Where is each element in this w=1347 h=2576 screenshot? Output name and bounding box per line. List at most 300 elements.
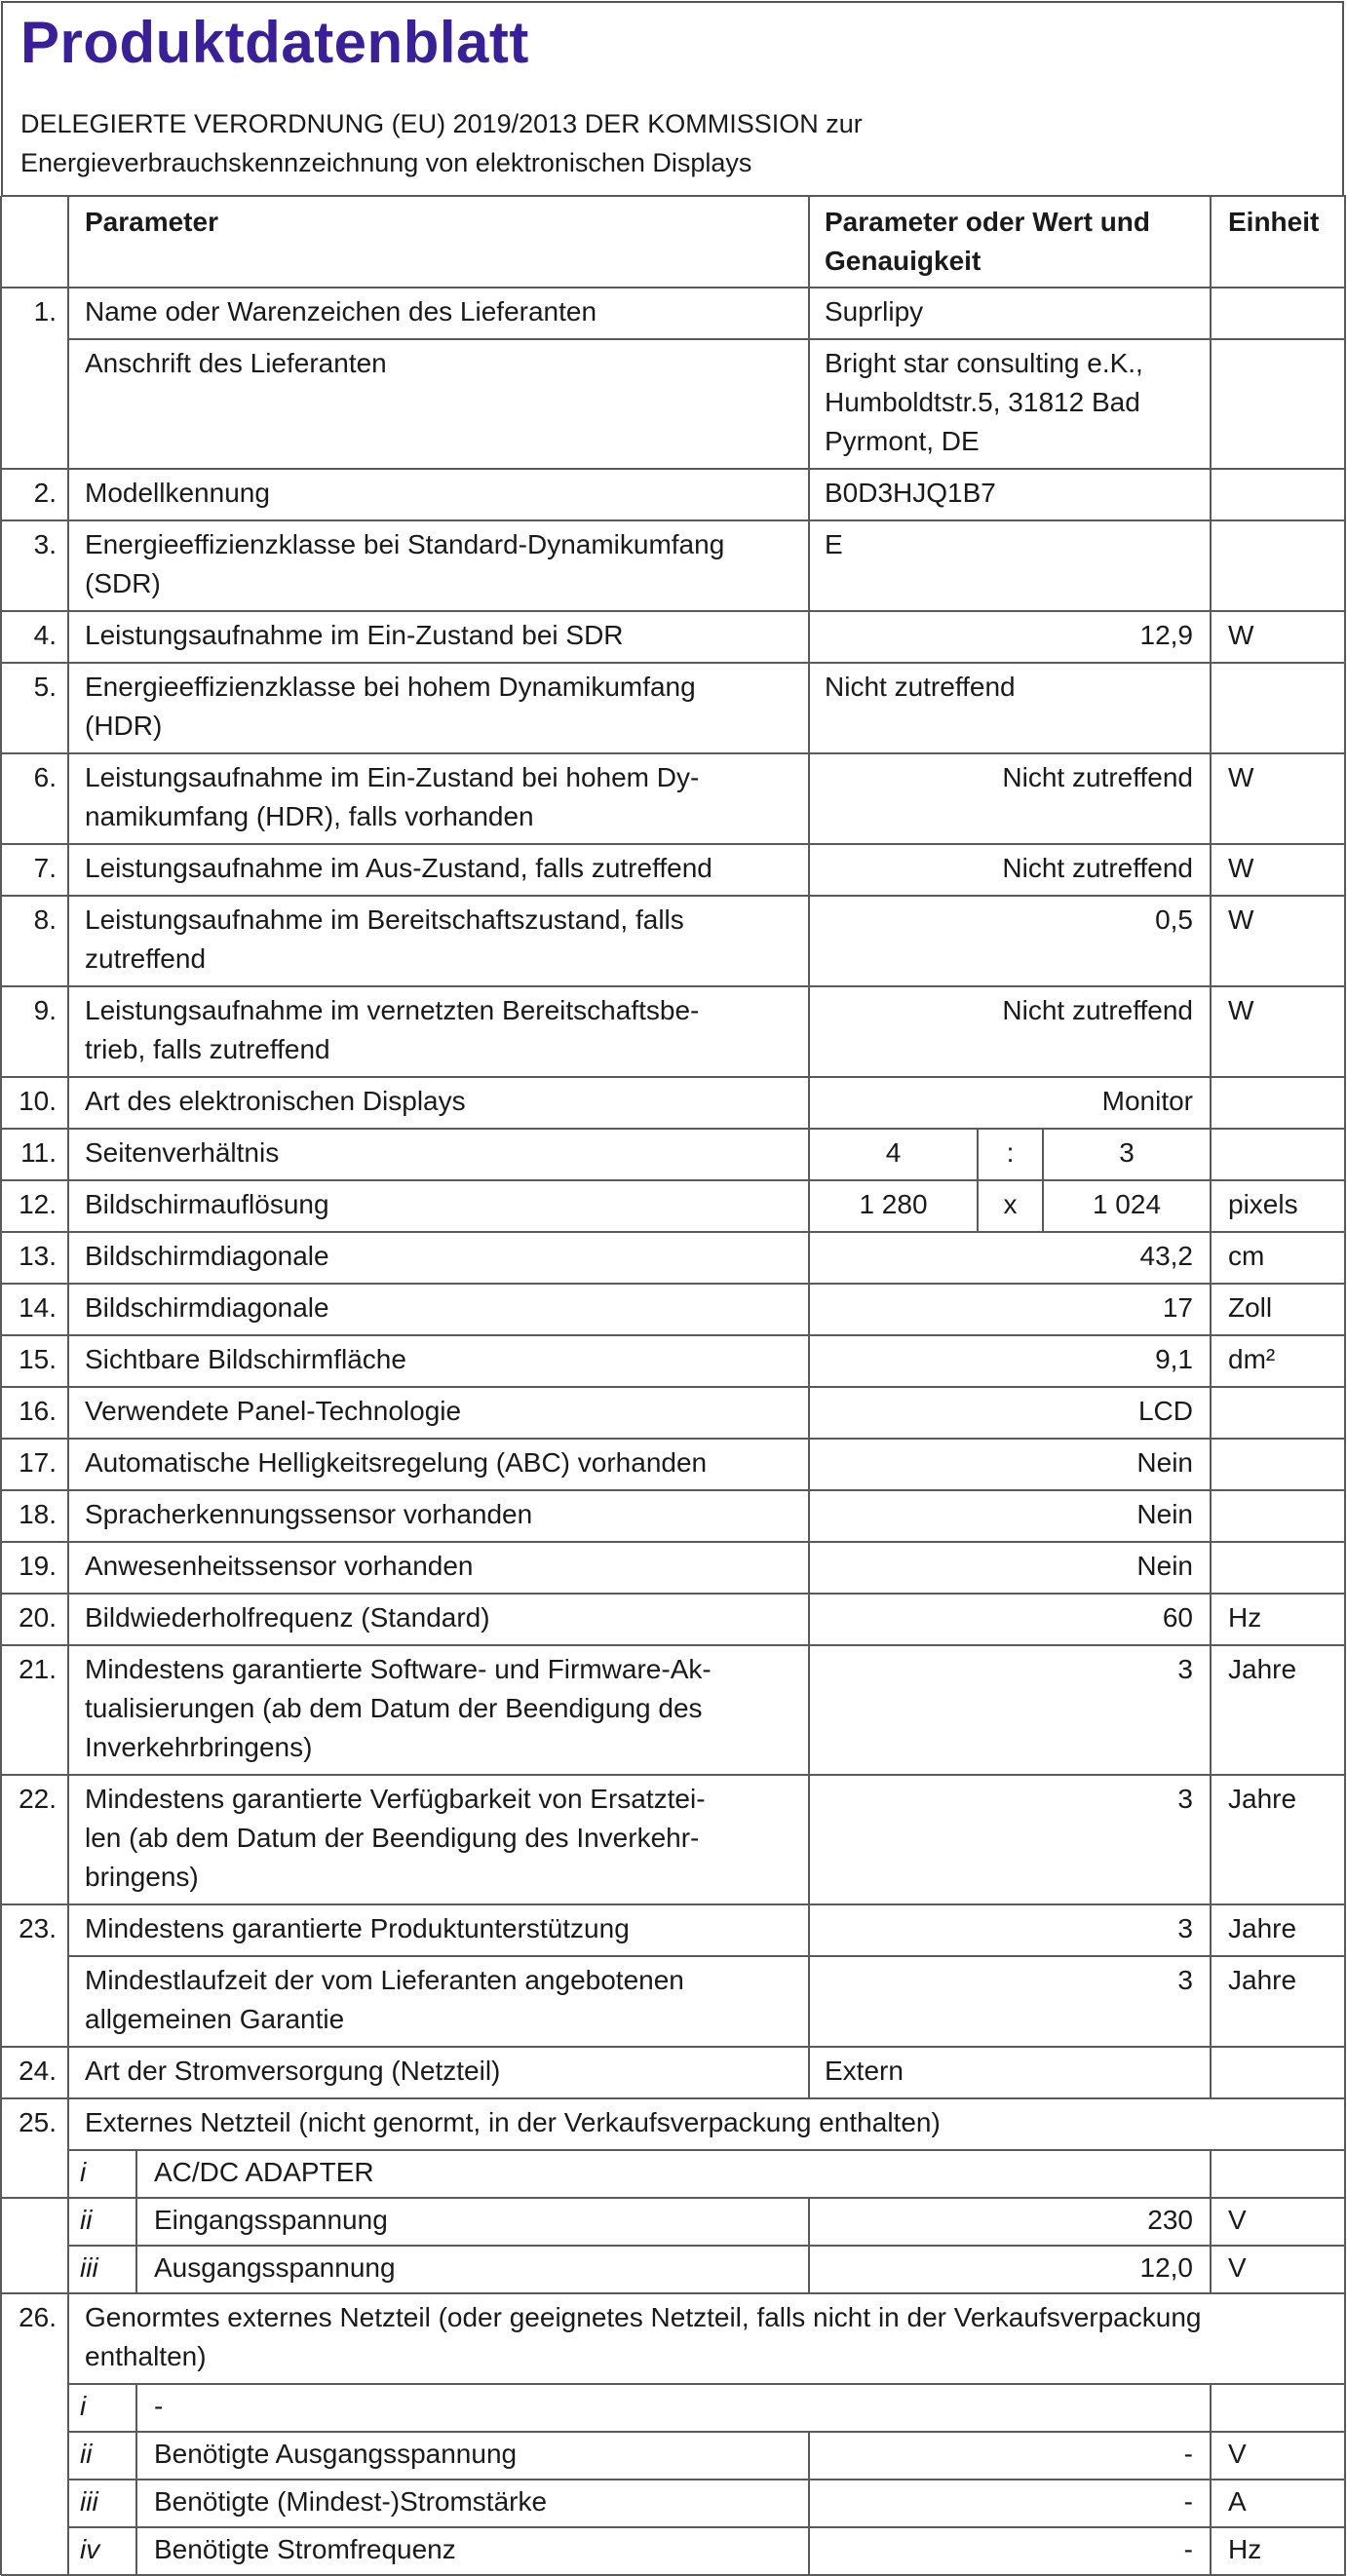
table-rule bbox=[1, 1179, 1346, 1181]
parameter-label: Automatische Helligkeitsregelung (ABC) vorhanden bbox=[85, 1447, 708, 1478]
table-rule bbox=[67, 1904, 69, 1956]
table-rule bbox=[67, 986, 69, 1077]
table-rule bbox=[1210, 2480, 1212, 2527]
table-rule bbox=[67, 2047, 69, 2098]
parameter-label: Leistungsaufnahme im Ein-Zustand bei hohem Dy- bbox=[85, 762, 700, 792]
table-rule bbox=[68, 1955, 1346, 1957]
table-rule bbox=[1344, 1180, 1346, 1232]
section-title: enthalten) bbox=[85, 2341, 207, 2371]
table-rule bbox=[808, 1387, 810, 1439]
row-number: 8. bbox=[33, 904, 57, 935]
table-rule bbox=[1, 662, 1346, 664]
parameter-label: tualisierungen (ab dem Datum der Beendigung des bbox=[85, 1693, 703, 1723]
table-rule bbox=[1, 1541, 1346, 1543]
table-rule bbox=[808, 844, 810, 896]
table-rule bbox=[1344, 1542, 1346, 1594]
parameter-value: 9,1 bbox=[1155, 1344, 1193, 1374]
table-rule bbox=[0, 986, 2, 1077]
table-rule bbox=[808, 1904, 810, 1956]
table-rule bbox=[1210, 753, 1212, 844]
table-rule bbox=[1210, 896, 1212, 986]
table-rule bbox=[808, 1077, 810, 1129]
row-number: 13. bbox=[19, 1241, 57, 1271]
col-header-value: Parameter oder Wert und bbox=[825, 207, 1151, 237]
unit-label: W bbox=[1228, 904, 1254, 935]
table-rule bbox=[1344, 2293, 1346, 2384]
table-rule bbox=[1344, 1077, 1346, 1129]
table-rule bbox=[1210, 663, 1212, 753]
parameter-label: Modellkennung bbox=[85, 478, 270, 508]
col-header-parameter: Parameter bbox=[85, 207, 218, 237]
table-rule bbox=[1, 1593, 1346, 1595]
table-rule bbox=[1, 1438, 1346, 1440]
row-number: 1. bbox=[33, 296, 57, 327]
table-rule bbox=[0, 339, 2, 469]
row-number: 25. bbox=[19, 2107, 57, 2137]
table-rule bbox=[1344, 2150, 1346, 2198]
row-number: 14. bbox=[19, 1292, 57, 1323]
table-rule bbox=[1, 468, 1346, 470]
parameter-label: Sichtbare Bildschirmfläche bbox=[85, 1344, 406, 1374]
table-rule bbox=[67, 2527, 69, 2575]
parameter-label: Leistungsaufnahme im Aus-Zustand, falls zutreffend bbox=[85, 853, 712, 883]
table-rule bbox=[67, 2480, 69, 2527]
parameter-label: Bildschirmdiagonale bbox=[85, 1292, 329, 1323]
row-number: 23. bbox=[19, 1913, 57, 1943]
table-rule bbox=[1344, 1775, 1346, 1904]
parameter-value: Nein bbox=[1136, 1447, 1193, 1478]
row-number: 15. bbox=[19, 1344, 57, 1374]
row-number: 11. bbox=[20, 1137, 57, 1168]
parameter-value: Suprlipy bbox=[825, 296, 924, 327]
parameter-label: Mindestens garantierte Produktunterstützung bbox=[85, 1913, 630, 1943]
table-rule bbox=[0, 2098, 2, 2293]
table-rule bbox=[1, 1644, 1346, 1646]
table-rule bbox=[808, 1490, 810, 1542]
table-rule bbox=[1210, 2150, 1212, 2198]
table-rule bbox=[0, 844, 2, 896]
subrow-roman: ii bbox=[80, 2205, 93, 2235]
table-rule bbox=[1344, 2047, 1346, 2098]
subrow-label: Ausgangsspannung bbox=[154, 2252, 396, 2283]
table-rule bbox=[808, 2198, 810, 2246]
parameter-label: (HDR) bbox=[85, 711, 163, 741]
table-rule bbox=[1344, 469, 1346, 520]
table-rule bbox=[808, 2047, 810, 2098]
parameter-label: namikumfang (HDR), falls vorhanden bbox=[85, 801, 534, 831]
unit-label: A bbox=[1228, 2486, 1247, 2517]
table-rule bbox=[808, 611, 810, 663]
table-rule bbox=[808, 1335, 810, 1387]
parameter-value: Pyrmont, DE bbox=[825, 426, 980, 456]
table-rule bbox=[67, 1387, 69, 1439]
table-rule bbox=[1344, 2198, 1346, 2246]
table-rule bbox=[1344, 1956, 1346, 2047]
subtitle-line: Energieverbrauchskennzeichnung von elektronischen Displays bbox=[20, 148, 752, 177]
unit-label: V bbox=[1228, 2439, 1247, 2469]
unit-label: cm bbox=[1228, 1241, 1265, 1271]
table-rule bbox=[1344, 753, 1346, 844]
parameter-value: 12,9 bbox=[1139, 620, 1193, 650]
table-rule bbox=[135, 2527, 137, 2575]
table-rule bbox=[0, 1490, 2, 1542]
table-rule bbox=[808, 288, 810, 339]
parameter-label: Bildschirmdiagonale bbox=[85, 1241, 329, 1271]
table-rule bbox=[1344, 986, 1346, 1077]
table-rule bbox=[977, 1129, 979, 1180]
table-rule bbox=[1344, 1645, 1346, 1775]
col-header-value: Genauigkeit bbox=[825, 246, 981, 276]
parameter-value: Nein bbox=[1136, 1551, 1193, 1581]
parameter-value: 60 bbox=[1162, 1602, 1193, 1633]
parameter-value: Nicht zutreffend bbox=[825, 672, 1016, 702]
table-rule bbox=[67, 520, 69, 611]
regulation-subtitle bbox=[20, 104, 1288, 182]
row-number: 5. bbox=[33, 672, 57, 702]
table-rule bbox=[0, 1956, 2, 2047]
table-rule bbox=[1210, 1490, 1212, 1542]
table-rule bbox=[1210, 1284, 1212, 1335]
row-number: 22. bbox=[19, 1784, 57, 1814]
table-rule bbox=[808, 986, 810, 1077]
parameter-value: E bbox=[825, 529, 843, 559]
table-rule bbox=[1042, 1180, 1044, 1232]
table-rule bbox=[808, 469, 810, 520]
unit-label: Jahre bbox=[1228, 1784, 1297, 1814]
table-rule bbox=[1210, 986, 1212, 1077]
table-rule bbox=[808, 520, 810, 611]
table-rule bbox=[808, 896, 810, 986]
parameter-value: 3 bbox=[1177, 1913, 1193, 1943]
table-rule bbox=[808, 1542, 810, 1594]
table-rule bbox=[0, 1129, 2, 1180]
parameter-value: 3 bbox=[1177, 1654, 1193, 1684]
unit-label: V bbox=[1228, 2252, 1247, 2283]
table-rule bbox=[67, 2150, 69, 2198]
table-rule bbox=[0, 1904, 2, 1956]
table-rule bbox=[1, 1489, 1346, 1491]
table-rule bbox=[1344, 663, 1346, 753]
table-rule bbox=[808, 2432, 810, 2480]
parameter-label: Name oder Warenzeichen des Lieferanten bbox=[85, 296, 597, 327]
parameter-value: Bright star consulting e.K., bbox=[825, 348, 1143, 378]
table-rule bbox=[1344, 1439, 1346, 1490]
table-rule bbox=[67, 1129, 69, 1180]
table-rule bbox=[1, 895, 1346, 897]
table-rule bbox=[68, 2431, 1346, 2433]
parameter-label: Spracherkennungssensor vorhanden bbox=[85, 1499, 533, 1529]
table-rule bbox=[0, 1284, 2, 1335]
table-rule bbox=[1344, 2527, 1346, 2575]
value-right: 1 024 bbox=[1092, 1189, 1162, 1219]
table-rule bbox=[67, 1594, 69, 1645]
parameter-label: Leistungsaufnahme im vernetzten Bereitschaftsbe- bbox=[85, 995, 700, 1025]
table-rule bbox=[0, 753, 2, 844]
table-rule bbox=[67, 1542, 69, 1594]
table-rule bbox=[1210, 288, 1212, 339]
table-rule bbox=[0, 288, 2, 339]
table-rule bbox=[1, 610, 1346, 612]
subrow-roman: ii bbox=[80, 2439, 93, 2469]
table-rule bbox=[1344, 611, 1346, 663]
table-rule bbox=[1, 1283, 1346, 1285]
subrow-roman: iv bbox=[80, 2534, 100, 2564]
parameter-value: Nicht zutreffend bbox=[1002, 995, 1193, 1025]
page-title: Produktdatenblatt bbox=[20, 10, 529, 75]
table-rule bbox=[0, 2047, 2, 2098]
table-rule bbox=[1, 2046, 1346, 2048]
table-rule bbox=[1210, 2198, 1212, 2246]
table-rule bbox=[0, 1542, 2, 1594]
table-rule bbox=[67, 753, 69, 844]
table-rule bbox=[1344, 2098, 1346, 2150]
row-number: 4. bbox=[33, 620, 57, 650]
table-rule bbox=[67, 2384, 69, 2432]
subrow-label: - bbox=[154, 2391, 164, 2421]
section-title: Genormtes externes Netzteil (oder geeignetes Netzteil, falls nicht in der Verkaufsverpackung bbox=[85, 2302, 1202, 2332]
unit-label: Hz bbox=[1228, 1602, 1262, 1633]
row-number: 2. bbox=[33, 478, 57, 508]
unit-label: W bbox=[1228, 620, 1254, 650]
unit-label: Jahre bbox=[1228, 1965, 1297, 1995]
table-rule bbox=[68, 2383, 1346, 2385]
table-rule bbox=[0, 1335, 2, 1387]
subrow-value: 230 bbox=[1147, 2205, 1193, 2235]
table-rule bbox=[1, 1903, 1346, 1905]
value-left: 1 280 bbox=[859, 1189, 928, 1219]
unit-label: W bbox=[1228, 762, 1254, 792]
table-rule bbox=[1, 2197, 69, 2199]
parameter-label: Mindestens garantierte Verfügbarkeit von Ersatztei- bbox=[85, 1784, 706, 1814]
table-rule bbox=[1, 2292, 1346, 2294]
table-rule bbox=[1210, 2246, 1212, 2293]
table-rule bbox=[1, 287, 1346, 288]
table-rule bbox=[67, 611, 69, 663]
row-number: 26. bbox=[19, 2302, 57, 2332]
table-rule bbox=[68, 338, 1346, 340]
table-rule bbox=[808, 1775, 810, 1904]
table-rule bbox=[808, 2480, 810, 2527]
parameter-value: LCD bbox=[1137, 1396, 1193, 1426]
subrow-label: Benötigte Ausgangsspannung bbox=[154, 2439, 518, 2469]
subrow-value: - bbox=[1183, 2534, 1193, 2564]
parameter-value: 3 bbox=[1177, 1965, 1193, 1995]
parameter-label: trieb, falls zutreffend bbox=[85, 1034, 330, 1064]
parameter-label: Mindestens garantierte Software- und Firmware-Ak- bbox=[85, 1654, 712, 1684]
parameter-value: 43,2 bbox=[1139, 1241, 1193, 1271]
parameter-value: Nicht zutreffend bbox=[1002, 853, 1193, 883]
parameter-label: Leistungsaufnahme im Ein-Zustand bei SDR bbox=[85, 620, 624, 650]
table-rule bbox=[808, 1129, 810, 1180]
table-rule bbox=[1344, 196, 1346, 288]
parameter-value: Monitor bbox=[1101, 1086, 1193, 1116]
subrow-label: Benötigte (Mindest-)Stromstärke bbox=[154, 2486, 548, 2517]
parameter-label: Energieeffizienzklasse bei hohem Dynamikumfang bbox=[85, 672, 696, 702]
table-rule bbox=[1, 195, 1346, 197]
table-rule bbox=[67, 2293, 69, 2384]
table-rule bbox=[0, 611, 2, 663]
table-rule bbox=[1, 985, 1346, 987]
table-rule bbox=[1, 1076, 1346, 1078]
table-rule bbox=[67, 1180, 69, 1232]
table-rule bbox=[1344, 1232, 1346, 1284]
table-rule bbox=[0, 1775, 2, 1904]
parameter-value: 0,5 bbox=[1155, 904, 1193, 935]
table-rule bbox=[67, 1439, 69, 1490]
table-rule bbox=[1344, 896, 1346, 986]
table-rule bbox=[67, 1284, 69, 1335]
table-rule bbox=[68, 2526, 1346, 2528]
table-rule bbox=[808, 196, 810, 288]
table-rule bbox=[1210, 2527, 1212, 2575]
parameter-label: bringens) bbox=[85, 1862, 199, 1892]
parameter-label: Mindestlaufzeit der vom Lieferanten angebotenen bbox=[85, 1965, 684, 1995]
parameter-value: 17 bbox=[1162, 1292, 1193, 1323]
value-right: 3 bbox=[1119, 1137, 1135, 1168]
table-rule bbox=[1, 1231, 1346, 1233]
table-rule bbox=[0, 469, 2, 520]
table-rule bbox=[1210, 1439, 1212, 1490]
subrow-label: AC/DC ADAPTER bbox=[154, 2157, 374, 2187]
row-number: 24. bbox=[19, 2056, 57, 2086]
table-rule bbox=[67, 339, 69, 469]
parameter-label: Verwendete Panel-Technologie bbox=[85, 1396, 462, 1426]
table-rule bbox=[0, 2293, 2, 2575]
table-rule bbox=[0, 1439, 2, 1490]
table-rule bbox=[1210, 1542, 1212, 1594]
parameter-value: Extern bbox=[825, 2056, 904, 2086]
subrow-roman: iii bbox=[80, 2486, 98, 2517]
table-rule bbox=[67, 1490, 69, 1542]
table-rule bbox=[1210, 1956, 1212, 2047]
table-rule bbox=[67, 1335, 69, 1387]
parameter-value: Humboldtstr.5, 31812 Bad bbox=[825, 387, 1140, 417]
table-rule bbox=[0, 520, 2, 611]
table-rule bbox=[67, 2432, 69, 2480]
table-rule bbox=[1, 1128, 1346, 1130]
value-left: 4 bbox=[885, 1137, 902, 1168]
subrow-value: - bbox=[1183, 2439, 1193, 2469]
unit-label: W bbox=[1228, 853, 1254, 883]
table-rule bbox=[1210, 1129, 1212, 1180]
table-rule bbox=[1, 843, 1346, 845]
unit-label: W bbox=[1228, 995, 1254, 1025]
table-rule bbox=[1344, 520, 1346, 611]
table-rule bbox=[1210, 844, 1212, 896]
table-rule bbox=[1210, 196, 1212, 288]
table-rule bbox=[808, 1439, 810, 1490]
table-rule bbox=[1210, 611, 1212, 663]
table-rule bbox=[808, 339, 810, 469]
table-rule bbox=[1344, 1490, 1346, 1542]
row-number: 16. bbox=[19, 1396, 57, 1426]
table-rule bbox=[808, 753, 810, 844]
table-rule bbox=[1344, 1387, 1346, 1439]
table-rule bbox=[1, 1334, 1346, 1336]
table-rule bbox=[67, 1077, 69, 1129]
table-rule bbox=[67, 196, 69, 288]
col-header-unit: Einheit bbox=[1228, 207, 1320, 237]
table-rule bbox=[808, 2527, 810, 2575]
table-rule bbox=[1344, 1129, 1346, 1180]
table-rule bbox=[67, 2098, 69, 2150]
parameter-label: allgemeinen Garantie bbox=[85, 2004, 345, 2034]
sheet-header bbox=[1, 1, 1344, 196]
table-rule bbox=[1344, 2432, 1346, 2480]
row-number: 18. bbox=[19, 1499, 57, 1529]
parameter-value: 3 bbox=[1177, 1784, 1193, 1814]
table-rule bbox=[67, 469, 69, 520]
subrow-roman: i bbox=[80, 2391, 87, 2421]
unit-label: Hz bbox=[1228, 2534, 1262, 2564]
section-title: Externes Netzteil (nicht genormt, in der Verkaufsverpackung enthalten) bbox=[85, 2107, 941, 2137]
table-rule bbox=[1, 1386, 1346, 1388]
table-rule bbox=[1344, 2480, 1346, 2527]
parameter-label: Art des elektronischen Displays bbox=[85, 1086, 466, 1116]
table-rule bbox=[1210, 1645, 1212, 1775]
table-rule bbox=[1344, 288, 1346, 339]
parameter-label: Seitenverhältnis bbox=[85, 1137, 280, 1168]
table-rule bbox=[1210, 520, 1212, 611]
table-rule bbox=[1, 1774, 1346, 1776]
unit-label: Zoll bbox=[1228, 1292, 1273, 1323]
table-rule bbox=[67, 2198, 69, 2246]
table-rule bbox=[1, 2097, 1346, 2099]
table-rule bbox=[808, 1180, 810, 1232]
parameter-label: zutreffend bbox=[85, 943, 207, 974]
table-rule bbox=[808, 1284, 810, 1335]
table-rule bbox=[1344, 1284, 1346, 1335]
table-rule bbox=[1210, 1077, 1212, 1129]
table-rule bbox=[135, 2384, 137, 2432]
row-number: 12. bbox=[19, 1189, 57, 1219]
row-number: 9. bbox=[33, 995, 57, 1025]
table-rule bbox=[808, 1594, 810, 1645]
table-rule bbox=[1210, 1232, 1212, 1284]
subrow-label: Eingangsspannung bbox=[154, 2205, 388, 2235]
row-number: 3. bbox=[33, 529, 57, 559]
table-rule bbox=[1344, 2246, 1346, 2293]
table-rule bbox=[67, 2246, 69, 2293]
parameter-value: B0D3HJQ1B7 bbox=[825, 478, 996, 508]
row-number: 7. bbox=[33, 853, 57, 883]
table-rule bbox=[1210, 2384, 1212, 2432]
table-rule bbox=[67, 288, 69, 339]
table-rule bbox=[808, 663, 810, 753]
table-rule bbox=[1344, 2384, 1346, 2432]
table-rule bbox=[67, 1956, 69, 2047]
table-rule bbox=[68, 2197, 1346, 2199]
unit-label: pixels bbox=[1228, 1189, 1298, 1219]
subrow-value: 12,0 bbox=[1139, 2252, 1193, 2283]
row-number: 19. bbox=[19, 1551, 57, 1581]
subtitle-line: DELEGIERTE VERORDNUNG (EU) 2019/2013 DER KOMMISSION zur bbox=[20, 109, 863, 138]
parameter-label: len (ab dem Datum der Beendigung des Inverkehr- bbox=[85, 1823, 700, 1853]
table-rule bbox=[1210, 1180, 1212, 1232]
row-number: 21. bbox=[19, 1654, 57, 1684]
table-rule bbox=[0, 1387, 2, 1439]
table-rule bbox=[808, 1645, 810, 1775]
parameter-label: Energieeffizienzklasse bei Standard-Dynamikumfang bbox=[85, 529, 725, 559]
parameter-label: Anschrift des Lieferanten bbox=[85, 348, 387, 378]
table-rule bbox=[0, 1077, 2, 1129]
subrow-value: - bbox=[1183, 2486, 1193, 2517]
table-rule bbox=[67, 896, 69, 986]
unit-label: Jahre bbox=[1228, 1654, 1297, 1684]
table-rule bbox=[0, 1594, 2, 1645]
table-rule bbox=[135, 2246, 137, 2293]
row-number: 10. bbox=[19, 1086, 57, 1116]
